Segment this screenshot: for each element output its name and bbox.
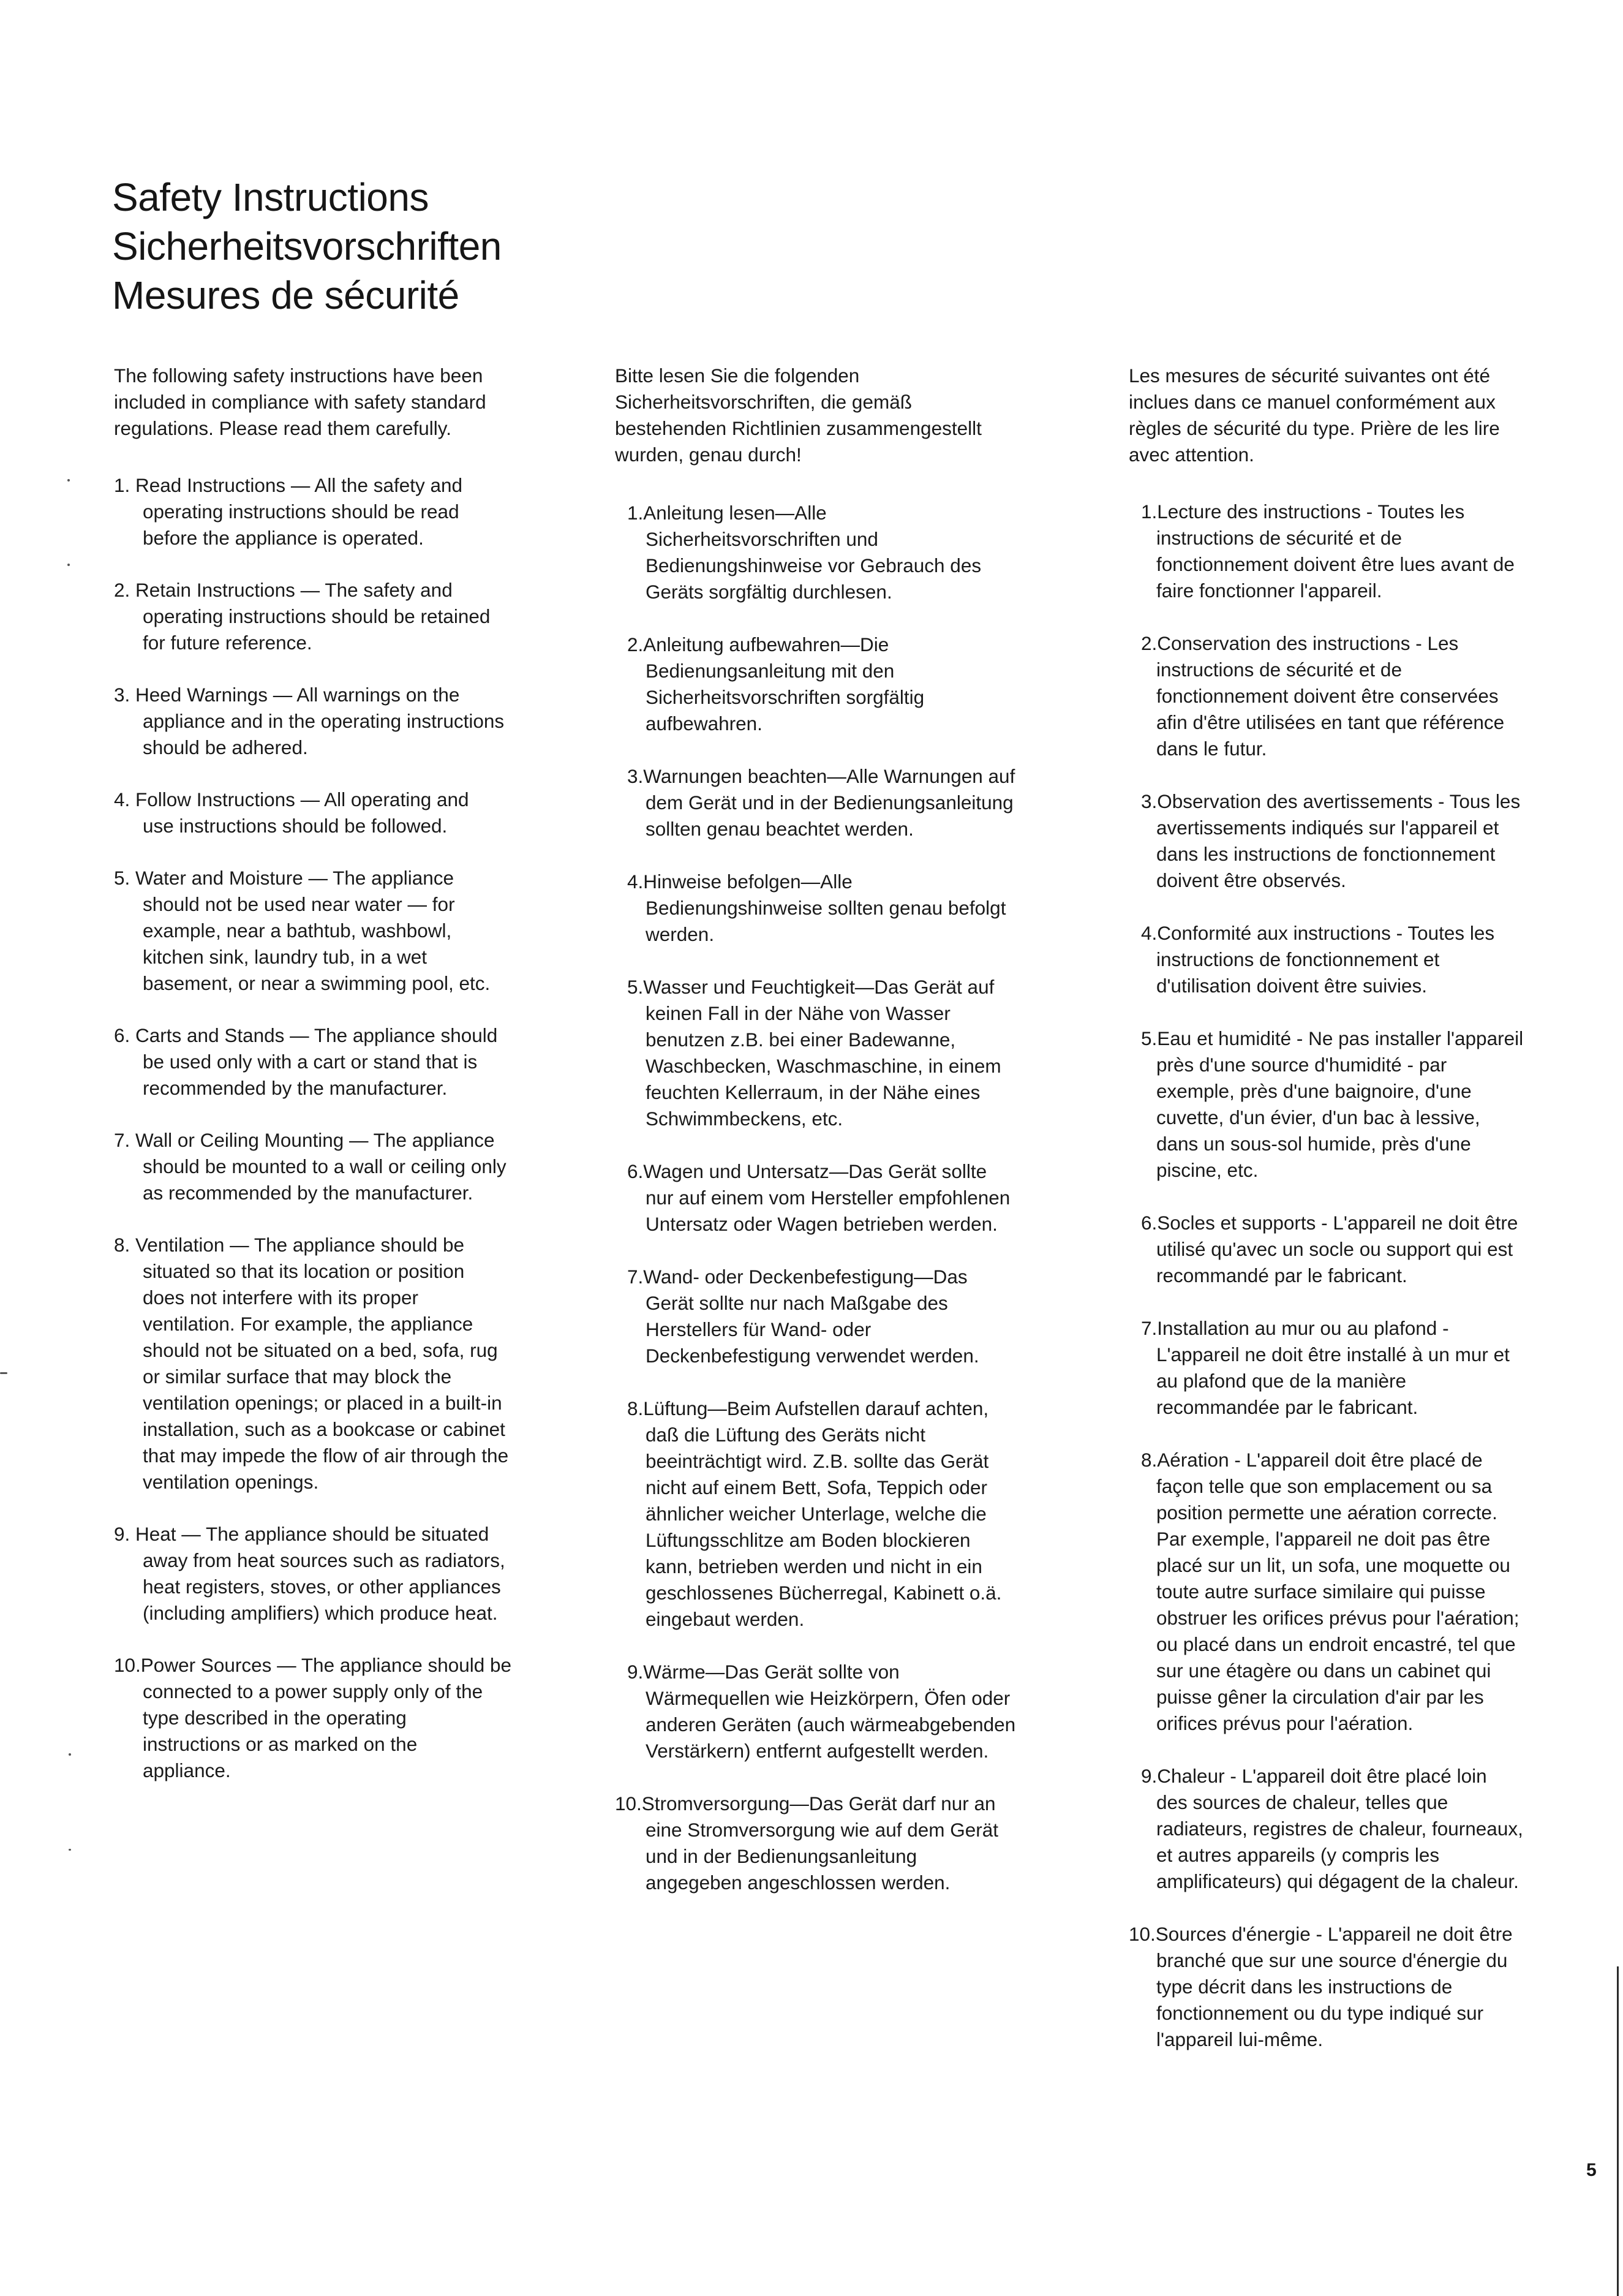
instruction-text: Bedienungshinweise vor Gebrauch des xyxy=(646,554,982,576)
intro-line: included in compliance with safety standard xyxy=(114,391,486,413)
instruction-item xyxy=(1129,1447,1623,1737)
instruction-item xyxy=(1129,788,1623,894)
instruction-text: dans les instructions de fonctionnement xyxy=(1156,843,1496,865)
instruction-text: l'appareil lui-même. xyxy=(1156,2028,1324,2050)
instruction-item xyxy=(615,974,1080,1132)
instruction-item xyxy=(114,787,567,839)
instruction-text: be used only with a cart or stand that is xyxy=(143,1051,478,1073)
instruction-text: und in der Bedienungsanleitung xyxy=(646,1845,917,1867)
instruction-text: Sicherheitsvorschriften sorgfältig xyxy=(646,686,925,708)
french-column xyxy=(1129,363,1623,2079)
instruction-text: Geräts sorgfältig durchlesen. xyxy=(646,581,892,603)
instruction-text: should not be situated on a bed, sofa, rug xyxy=(143,1339,498,1361)
instruction-item xyxy=(615,1791,1080,1896)
instruction-item xyxy=(1129,1921,1623,2053)
right-edge-rule xyxy=(1617,1966,1619,2296)
instruction-text: Herstellers für Wand- oder xyxy=(646,1318,872,1340)
instruction-text: afin d'être utilisées en tant que référence xyxy=(1156,711,1505,733)
intro-line: Bitte lesen Sie die folgenden xyxy=(615,364,860,387)
instruction-text: ventilation openings. xyxy=(143,1471,319,1493)
title-english: Safety Instructions xyxy=(112,175,429,219)
instruction-text: fonctionnement doivent être lues avant de xyxy=(1156,553,1515,575)
instruction-text: situated so that its location or position xyxy=(143,1260,465,1282)
instruction-item xyxy=(615,632,1080,737)
instruction-text: nur auf einem vom Hersteller empfohlenen xyxy=(646,1187,1011,1209)
instruction-text: des sources de chaleur, telles que xyxy=(1156,1791,1448,1813)
instruction-heading: 10.Sources d'énergie - L'appareil ne doit être xyxy=(1129,1923,1513,1945)
instruction-text: Waschbecken, Waschmaschine, in einem xyxy=(646,1055,1001,1077)
instruction-text: puisse gêner la circulation d'air par les xyxy=(1156,1686,1484,1708)
scan-mark xyxy=(67,564,70,566)
instruction-item xyxy=(114,1127,567,1206)
instruction-text: eingebaut werden. xyxy=(646,1608,805,1630)
instruction-text: daß die Lüftung des Geräts nicht xyxy=(646,1424,926,1446)
instruction-text: branché que sur une source d'énergie du xyxy=(1156,1949,1508,1971)
instruction-text: ventilation openings; or placed in a built-in xyxy=(143,1392,502,1414)
instruction-text: Bedienungsanleitung mit den xyxy=(646,660,895,682)
instruction-text: does not interfere with its proper xyxy=(143,1286,418,1308)
scan-mark xyxy=(69,1753,71,1756)
instruction-text: away from heat sources such as radiators, xyxy=(143,1549,505,1571)
instruction-text: should be adhered. xyxy=(143,736,308,758)
instruction-text: et autres appareils (y compris les xyxy=(1156,1844,1440,1866)
instruction-text: keinen Fall in der Nähe von Wasser xyxy=(646,1002,951,1024)
instruction-text: obstruer les orifices prévus pour l'aération; xyxy=(1156,1607,1519,1629)
instruction-text: Deckenbefestigung verwendet werden. xyxy=(646,1345,979,1367)
instruction-text: basement, or near a swimming pool, etc. xyxy=(143,972,491,994)
instruction-text: before the appliance is operated. xyxy=(143,527,424,549)
instruction-item xyxy=(1129,1315,1623,1421)
instruction-text: recommended by the manufacturer. xyxy=(143,1077,448,1099)
instruction-text: werden. xyxy=(646,923,715,945)
instruction-text: L'appareil ne doit être installé à un mur et xyxy=(1156,1343,1510,1365)
instruction-item xyxy=(1129,1025,1623,1184)
instruction-text: façon telle que son emplacement ou sa xyxy=(1156,1475,1493,1497)
instruction-heading: 6.Socles et supports - L'appareil ne doit être xyxy=(1141,1212,1518,1234)
instruction-text: nicht auf einem Bett, Sofa, Teppich oder xyxy=(646,1476,988,1498)
instruction-text: dem Gerät und in der Bedienungsanleitung xyxy=(646,791,1014,814)
instruction-item xyxy=(114,1521,567,1626)
french-intro xyxy=(1129,363,1623,468)
intro-line: wurden, genau durch! xyxy=(615,444,802,466)
instruction-text: Sicherheitsvorschriften und xyxy=(646,528,878,550)
english-intro xyxy=(114,363,567,442)
instruction-text: piscine, etc. xyxy=(1156,1159,1259,1181)
instruction-text: appliance. xyxy=(143,1759,231,1781)
instruction-heading: 7.Installation au mur ou au plafond - xyxy=(1141,1317,1449,1339)
intro-line: avec attention. xyxy=(1129,444,1254,466)
instruction-text: Verstärkern) entfernt aufgestellt werden. xyxy=(646,1740,989,1762)
instruction-heading: 9. Heat — The appliance should be situated xyxy=(114,1523,489,1545)
instruction-text: type décrit dans les instructions de xyxy=(1156,1976,1453,1998)
instruction-heading: 2.Anleitung aufbewahren—Die xyxy=(627,633,889,655)
instruction-heading: 2. Retain Instructions — The safety and xyxy=(114,579,453,601)
instruction-heading: 10.Power Sources — The appliance should be xyxy=(114,1654,512,1676)
instruction-text: angegeben angeschlossen werden. xyxy=(646,1871,951,1894)
instruction-heading: 2.Conservation des instructions - Les xyxy=(1141,632,1459,654)
instruction-text: amplificateurs) qui dégagent de la chaleur. xyxy=(1156,1870,1519,1892)
instruction-text: Schwimmbeckens, etc. xyxy=(646,1108,843,1130)
instruction-item xyxy=(114,1022,567,1101)
instruction-text: geschlossenes Bücherregal, Kabinett o.ä. xyxy=(646,1582,1002,1604)
intro-line: regulations. Please read them carefully. xyxy=(114,417,451,439)
instruction-heading: 5.Wasser und Feuchtigkeit—Das Gerät auf xyxy=(627,976,995,998)
instruction-item xyxy=(615,1264,1080,1369)
instruction-item xyxy=(114,577,567,656)
scan-mark xyxy=(69,1849,71,1851)
instruction-heading: 7. Wall or Ceiling Mounting — The appliance xyxy=(114,1129,495,1151)
instruction-text: operating instructions should be retained xyxy=(143,605,491,627)
instruction-heading: 8. Ventilation — The appliance should be xyxy=(114,1234,465,1256)
page-number: 5 xyxy=(1586,2160,1597,2180)
instruction-text: près d'une source d'humidité - par xyxy=(1156,1054,1447,1076)
instruction-text: appliance and in the operating instructions xyxy=(143,710,505,732)
instruction-text: position permette une aération correcte. xyxy=(1156,1501,1497,1524)
instruction-heading: 10.Stromversorgung—Das Gerät darf nur an xyxy=(615,1792,996,1815)
instruction-heading: 8.Aération - L'appareil doit être placé de xyxy=(1141,1449,1483,1471)
instruction-text: placé sur un lit, un sofa, une moquette ou xyxy=(1156,1554,1510,1576)
instruction-text: (including amplifiers) which produce heat. xyxy=(143,1602,498,1624)
instruction-text: Untersatz oder Wagen betrieben werden. xyxy=(646,1213,998,1235)
instruction-text: au plafond que de la manière xyxy=(1156,1370,1407,1392)
instruction-heading: 9.Wärme—Das Gerät sollte von xyxy=(627,1661,900,1683)
instruction-text: ou placé dans un endroit encastré, tel que xyxy=(1156,1633,1516,1655)
instruction-text: instructions de sécurité et de xyxy=(1156,527,1402,549)
instruction-heading: 6.Wagen und Untersatz—Das Gerät sollte xyxy=(627,1160,987,1182)
instruction-text: use instructions should be followed. xyxy=(143,815,448,837)
instruction-text: ventilation. For example, the appliance xyxy=(143,1313,473,1335)
instruction-heading: 3.Warnungen beachten—Alle Warnungen auf xyxy=(627,765,1015,787)
instruction-heading: 8.Lüftung—Beim Aufstellen darauf achten, xyxy=(627,1397,989,1419)
instruction-heading: 3. Heed Warnings — All warnings on the xyxy=(114,684,460,706)
instruction-text: doivent être observés. xyxy=(1156,869,1346,891)
english-column xyxy=(114,363,567,1810)
instruction-item xyxy=(1129,499,1623,604)
instruction-text: feuchten Kellerraum, in der Nähe eines xyxy=(646,1081,981,1103)
intro-line: The following safety instructions have been xyxy=(114,364,483,387)
instruction-heading: 1.Anleitung lesen—Alle xyxy=(627,502,827,524)
instruction-text: Lüftungsschlitze am Boden blockieren xyxy=(646,1529,971,1551)
instruction-heading: 6. Carts and Stands — The appliance should xyxy=(114,1024,498,1046)
instruction-text: beeinträchtigt wird. Z.B. sollte das Gerät xyxy=(646,1450,989,1472)
instruction-text: should not be used near water — for xyxy=(143,893,455,915)
instruction-text: utilisé qu'avec un socle ou support qui est xyxy=(1156,1238,1513,1260)
instruction-text: orifices prévus pour l'aération. xyxy=(1156,1712,1414,1734)
instruction-text: installation, such as a bookcase or cabinet xyxy=(143,1418,505,1440)
instruction-text: Par exemple, l'appareil ne doit pas être xyxy=(1156,1528,1491,1550)
instruction-item xyxy=(114,865,567,997)
instruction-text: dans le futur. xyxy=(1156,738,1267,760)
instruction-text: avertissements indiqués sur l'appareil et xyxy=(1156,817,1499,839)
instruction-heading: 4. Follow Instructions — All operating and xyxy=(114,788,469,810)
german-intro xyxy=(615,363,1080,468)
instruction-text: Gerät sollte nur nach Maßgabe des xyxy=(646,1292,948,1314)
instruction-heading: 3.Observation des avertissements - Tous les xyxy=(1141,790,1521,812)
instruction-text: kann, betrieben werden und nicht in ein xyxy=(646,1555,982,1577)
instruction-text: example, near a bathtub, washbowl, xyxy=(143,920,452,942)
instruction-text: that may impede the flow of air through the xyxy=(143,1444,509,1467)
instruction-text: should be mounted to a wall or ceiling only xyxy=(143,1155,506,1177)
instruction-text: anderen Geräten (auch wärmeabgebenden xyxy=(646,1713,1016,1735)
intro-line: inclues dans ce manuel conformément aux xyxy=(1129,391,1496,413)
instruction-item xyxy=(114,1652,567,1784)
instruction-text: benutzen z.B. bei einer Badewanne, xyxy=(646,1029,956,1051)
instruction-heading: 9.Chaleur - L'appareil doit être placé loin xyxy=(1141,1765,1487,1787)
instruction-heading: 4.Hinweise befolgen—Alle xyxy=(627,870,853,893)
instruction-text: ähnlicher weicher Unterlage, welche die xyxy=(646,1503,987,1525)
scan-mark xyxy=(0,1372,7,1374)
instruction-item xyxy=(615,869,1080,948)
instruction-text: d'utilisation doivent être suivies. xyxy=(1156,975,1427,997)
instruction-heading: 7.Wand- oder Deckenbefestigung—Das xyxy=(627,1266,968,1288)
intro-line: Sicherheitsvorschriften, die gemäß xyxy=(615,391,912,413)
instruction-text: Bedienungshinweise sollten genau befolgt xyxy=(646,897,1006,919)
title-french: Mesures de sécurité xyxy=(112,273,459,317)
intro-line: bestehenden Richtlinien zusammengestellt xyxy=(615,417,982,439)
instruction-item xyxy=(114,682,567,761)
instruction-text: faire fonctionner l'appareil. xyxy=(1156,580,1382,602)
instruction-text: instructions de sécurité et de xyxy=(1156,659,1402,681)
instruction-text: Wärmequellen wie Heizkörpern, Öfen oder xyxy=(646,1687,1011,1709)
instruction-text: heat registers, stoves, or other appliances xyxy=(143,1576,501,1598)
instruction-text: cuvette, d'un évier, d'un bac à lessive, xyxy=(1156,1106,1480,1128)
instruction-text: recommandé par le fabricant. xyxy=(1156,1264,1407,1286)
instruction-item xyxy=(1129,1210,1623,1289)
intro-line: Les mesures de sécurité suivantes ont été xyxy=(1129,364,1491,387)
instruction-text: dans un sous-sol humide, près d'une xyxy=(1156,1133,1471,1155)
instruction-item xyxy=(615,1158,1080,1237)
page-title-block xyxy=(112,173,502,320)
instruction-item xyxy=(1129,1763,1623,1895)
instruction-text: operating instructions should be read xyxy=(143,500,459,523)
instruction-item xyxy=(114,1232,567,1495)
instruction-text: connected to a power supply only of the xyxy=(143,1680,483,1702)
instruction-text: toute autre surface similaire qui puisse xyxy=(1156,1580,1486,1603)
instruction-text: fonctionnement ou du type indiqué sur xyxy=(1156,2002,1484,2024)
instruction-heading: 5. Water and Moisture — The appliance xyxy=(114,867,454,889)
instruction-item xyxy=(615,1395,1080,1633)
instruction-item xyxy=(615,1659,1080,1764)
instruction-text: sollten genau beachtet werden. xyxy=(646,818,914,840)
scan-mark xyxy=(67,479,70,481)
instruction-text: aufbewahren. xyxy=(646,712,763,734)
instruction-item xyxy=(1129,630,1623,762)
instruction-heading: 1. Read Instructions — All the safety and xyxy=(114,474,463,496)
intro-line: règles de sécurité du type. Prière de les lire xyxy=(1129,417,1500,439)
instruction-heading: 4.Conformité aux instructions - Toutes les xyxy=(1141,922,1495,944)
instruction-text: or similar surface that may block the xyxy=(143,1365,452,1388)
title-german: Sicherheitsvorschriften xyxy=(112,224,502,268)
instruction-text: as recommended by the manufacturer. xyxy=(143,1182,473,1204)
instruction-text: eine Stromversorgung wie auf dem Gerät xyxy=(646,1819,999,1841)
instruction-text: kitchen sink, laundry tub, in a wet xyxy=(143,946,427,968)
instruction-item xyxy=(615,763,1080,842)
instruction-text: fonctionnement doivent être conservées xyxy=(1156,685,1499,707)
instruction-item xyxy=(114,472,567,551)
instruction-text: sur une étagère ou dans un cabinet qui xyxy=(1156,1660,1491,1682)
instruction-item xyxy=(615,500,1080,605)
instruction-text: type described in the operating xyxy=(143,1707,407,1729)
german-column xyxy=(615,363,1080,1922)
instruction-text: instructions de fonctionnement et xyxy=(1156,948,1440,970)
instruction-item xyxy=(1129,920,1623,999)
instruction-text: for future reference. xyxy=(143,632,312,654)
instruction-heading: 5.Eau et humidité - Ne pas installer l'appareil xyxy=(1141,1027,1524,1049)
instruction-heading: 1.Lecture des instructions - Toutes les xyxy=(1141,500,1465,523)
instruction-text: exemple, près d'une baignoire, d'une xyxy=(1156,1080,1472,1102)
instruction-text: radiateurs, registres de chaleur, fourneaux, xyxy=(1156,1818,1523,1840)
instruction-text: recommandée par le fabricant. xyxy=(1156,1396,1418,1418)
instruction-text: instructions or as marked on the xyxy=(143,1733,418,1755)
